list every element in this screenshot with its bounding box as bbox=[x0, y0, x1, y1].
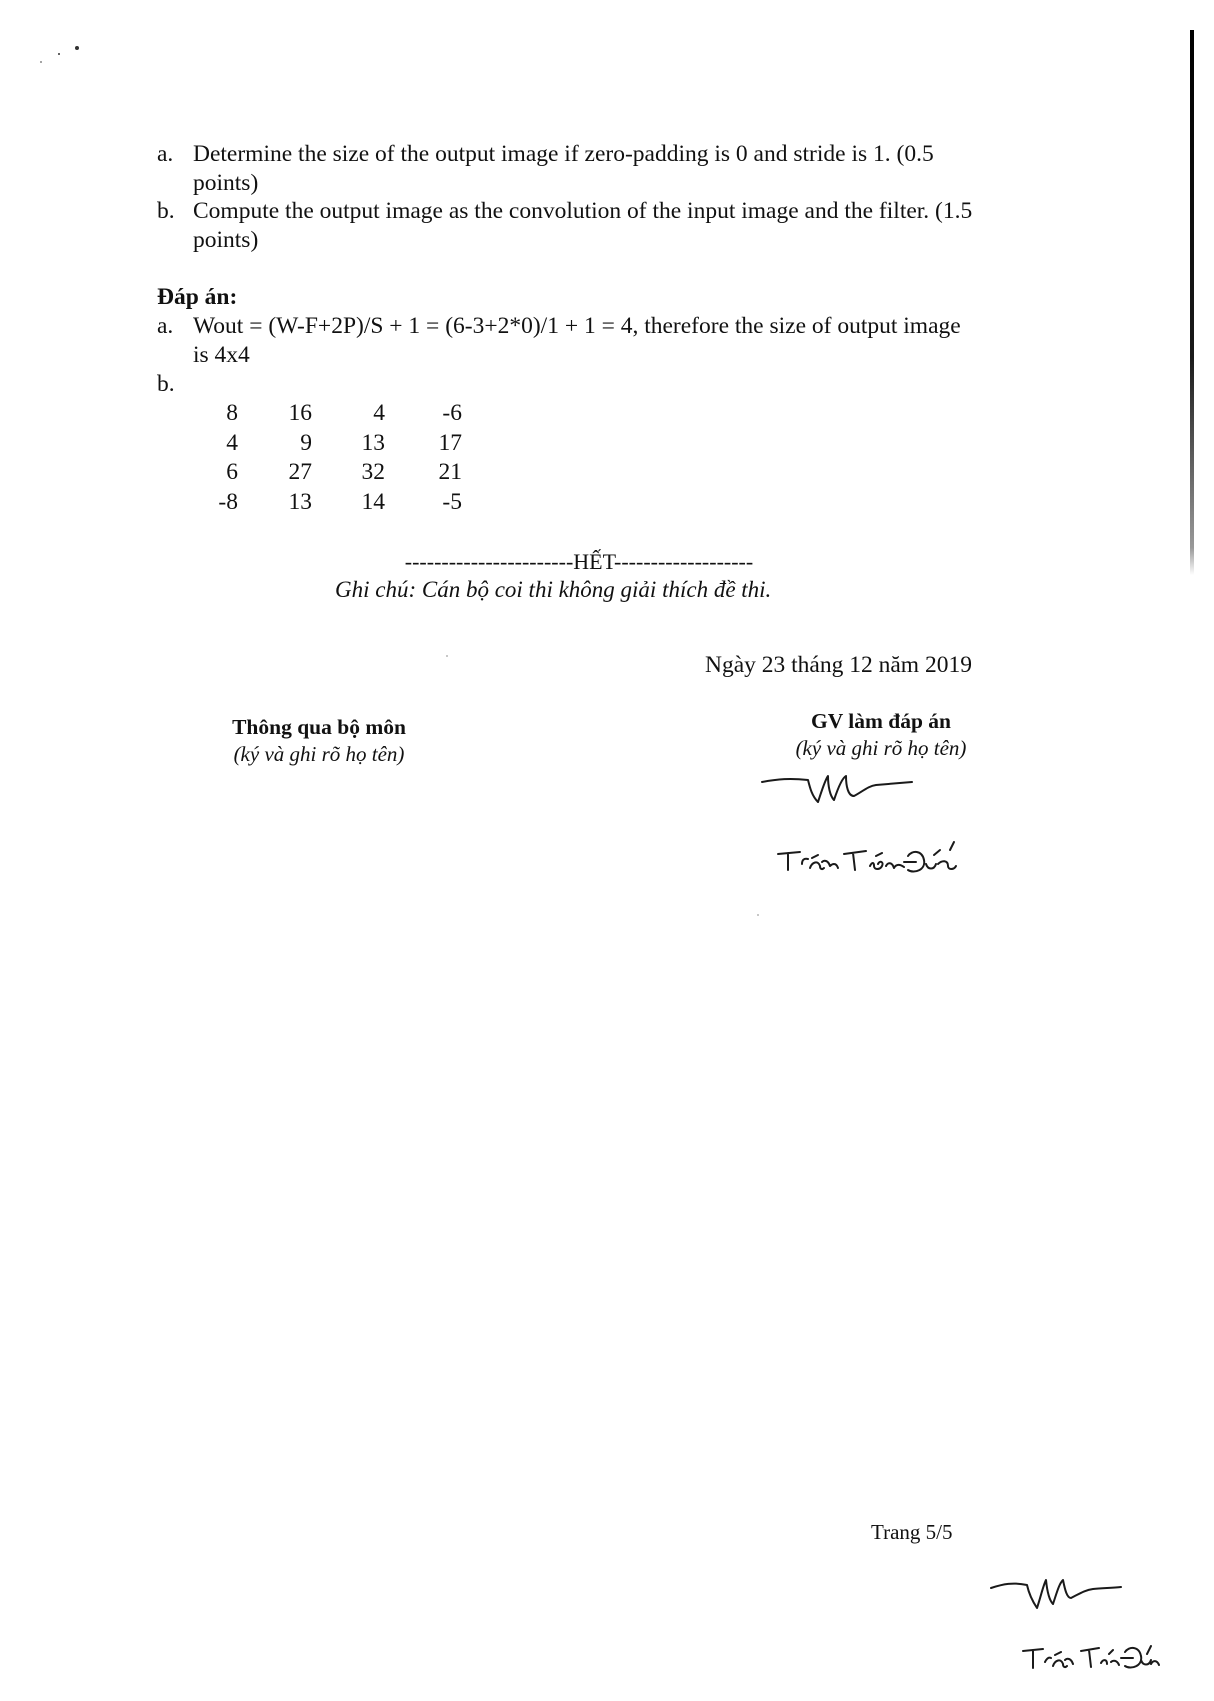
matrix-cell: 4 bbox=[373, 400, 385, 426]
question-b-line2: points) bbox=[193, 227, 259, 253]
signature-left-title: Thông qua bộ môn bbox=[232, 715, 406, 739]
matrix-cell: 17 bbox=[438, 429, 462, 456]
answer-a-line1: Wout = (W-F+2P)/S + 1 = (6-3+2*0)/1 + 1 = 4, therefore the size of output image bbox=[193, 313, 961, 339]
handwritten-signature bbox=[758, 770, 998, 880]
matrix-cell: 9 bbox=[300, 429, 312, 456]
matrix-cell: 6 bbox=[226, 459, 238, 485]
matrix-cell: 13 bbox=[288, 488, 312, 515]
question-a-line1: Determine the size of the output image if zero-padding is 0 and stride is 1. (0.5 bbox=[193, 141, 934, 167]
matrix-cell: -5 bbox=[442, 488, 462, 515]
signature-left-subtitle: (ký và ghi rõ họ tên) bbox=[233, 742, 405, 766]
matrix-cell: 14 bbox=[361, 488, 385, 515]
answer-a-line2: is 4x4 bbox=[193, 342, 250, 368]
signature-block-right bbox=[741, 708, 1021, 762]
matrix-cell: 27 bbox=[288, 459, 312, 485]
page-number: Trang 5/5 bbox=[871, 1520, 953, 1544]
scan-edge-shadow bbox=[1190, 30, 1194, 575]
matrix-cell: 32 bbox=[361, 459, 385, 485]
question-a-line2: points) bbox=[193, 170, 259, 196]
signature-right-subtitle: (ký và ghi rõ họ tên) bbox=[795, 736, 967, 760]
answer-a-letter: a. bbox=[157, 313, 174, 339]
answer-heading: Đáp án: bbox=[157, 284, 238, 310]
scan-speck bbox=[446, 655, 448, 657]
matrix-cell: 13 bbox=[361, 429, 385, 456]
question-a-letter: a. bbox=[157, 141, 174, 167]
matrix-cell: 8 bbox=[226, 400, 238, 426]
matrix-cell: -6 bbox=[442, 400, 462, 426]
scan-speck bbox=[58, 53, 60, 55]
signature-block-left bbox=[179, 714, 459, 768]
matrix-cell: 21 bbox=[438, 459, 462, 485]
answer-b-letter: b. bbox=[157, 371, 175, 397]
exam-note: Ghi chú: Cán bộ coi thi không giải thích đề thi. bbox=[335, 577, 772, 602]
scan-speck bbox=[75, 46, 79, 50]
matrix-cell: 4 bbox=[226, 429, 238, 456]
signature-right-title: GV làm đáp án bbox=[811, 709, 951, 733]
footer-signature bbox=[985, 1568, 1165, 1688]
matrix-cell: 16 bbox=[288, 400, 312, 426]
scan-speck bbox=[757, 914, 759, 916]
signing-date: Ngày 23 tháng 12 năm 2019 bbox=[705, 652, 972, 678]
question-b-line1: Compute the output image as the convolution of the input image and the filter. (1.5 bbox=[193, 198, 973, 224]
end-marker: -----------------------HẾT------------------- bbox=[404, 549, 754, 574]
scan-speck bbox=[40, 61, 42, 63]
matrix-cell: -8 bbox=[218, 488, 238, 515]
question-b-letter: b. bbox=[157, 198, 175, 224]
